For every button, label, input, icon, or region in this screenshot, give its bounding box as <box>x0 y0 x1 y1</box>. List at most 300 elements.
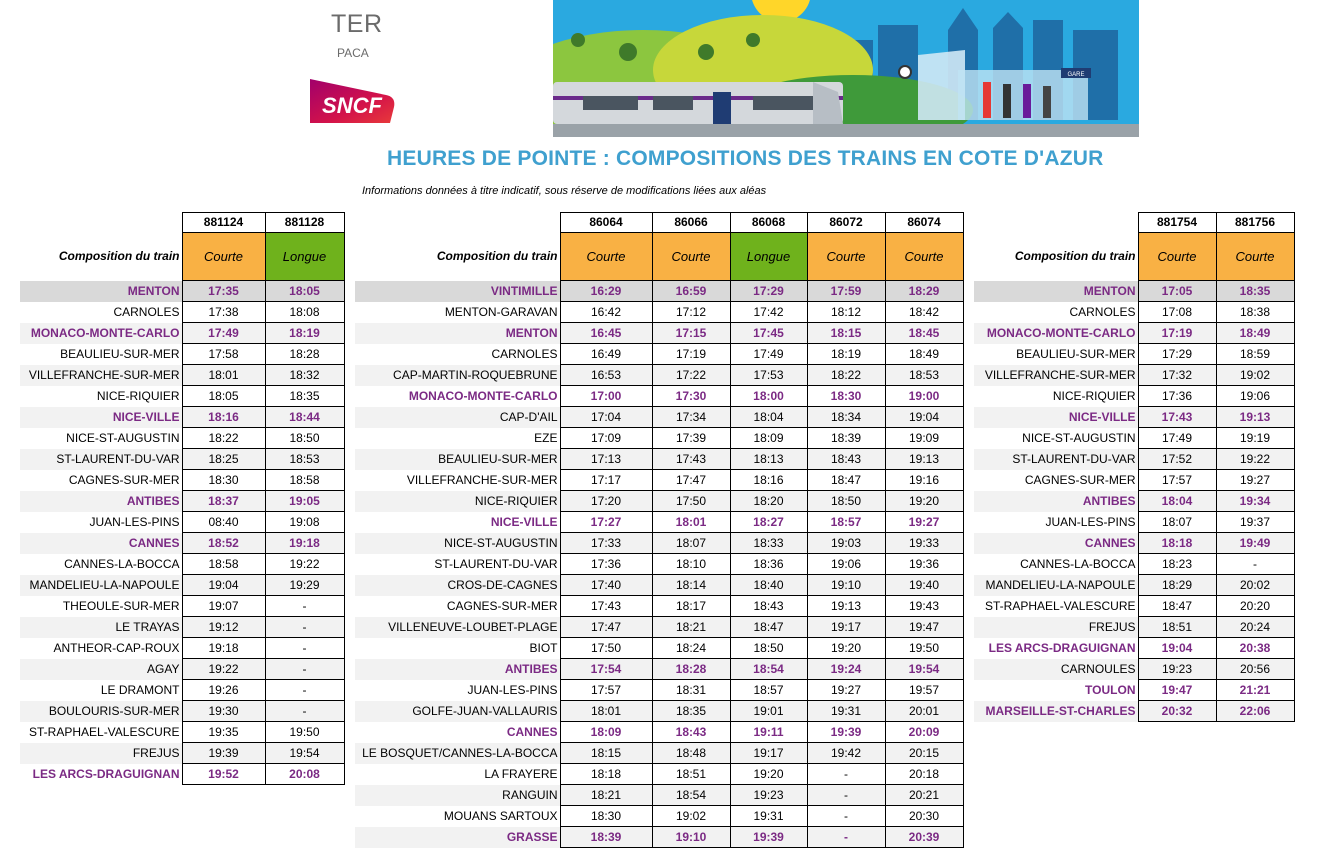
table-row <box>20 386 344 407</box>
table-row <box>974 323 1294 344</box>
departure-time: 18:53 <box>265 449 344 470</box>
departure-time: 17:13 <box>560 449 652 470</box>
departure-time: - <box>265 638 344 659</box>
station-name: BEAULIEU-SUR-MER <box>1016 346 1136 361</box>
departure-time: 17:35 <box>182 281 265 302</box>
table-row <box>20 764 344 785</box>
departure-time: 17:09 <box>560 428 652 449</box>
table-row <box>974 575 1294 596</box>
departure-time: 18:43 <box>807 449 885 470</box>
station-name: LE DRAMONT <box>100 682 180 697</box>
station-name: MENTON <box>355 323 560 344</box>
departure-time: 19:10 <box>652 827 730 848</box>
departure-time: 18:29 <box>885 281 963 302</box>
departure-time: 19:18 <box>265 533 344 554</box>
station-name: CANNES-LA-BOCCA <box>1020 556 1136 571</box>
departure-time: 19:05 <box>265 491 344 512</box>
departure-time: 18:22 <box>807 365 885 386</box>
departure-time: 18:05 <box>265 281 344 302</box>
departure-time: 17:47 <box>652 470 730 491</box>
departure-time: 17:29 <box>1138 344 1216 365</box>
departure-time: 19:04 <box>182 575 265 596</box>
departure-time: 20:02 <box>1216 575 1294 596</box>
composition-cell: Longue <box>265 233 344 281</box>
departure-time: 18:10 <box>652 554 730 575</box>
departure-time: 19:16 <box>885 470 963 491</box>
departure-time: 18:45 <box>885 323 963 344</box>
departure-time: 18:36 <box>730 554 807 575</box>
station-name: CARNOLES <box>113 304 180 319</box>
table-row <box>20 344 344 365</box>
table-row <box>20 407 344 428</box>
table-row <box>974 512 1294 533</box>
departure-time: 18:13 <box>730 449 807 470</box>
departure-time: 18:01 <box>560 701 652 722</box>
table-row <box>974 554 1294 575</box>
departure-time: 18:50 <box>807 491 885 512</box>
departure-time: 17:54 <box>560 659 652 680</box>
departure-time: 19:09 <box>885 428 963 449</box>
station-name: CARNOLES <box>1069 304 1136 319</box>
departure-time: 18:38 <box>1216 302 1294 323</box>
departure-time: 19:22 <box>182 659 265 680</box>
departure-time: 19:17 <box>730 743 807 764</box>
departure-time: - <box>265 617 344 638</box>
station-name: CARNOULES <box>974 659 1138 680</box>
departure-time: 19:47 <box>1138 680 1216 701</box>
station-name: NICE-VILLE <box>490 514 558 529</box>
departure-time: 18:50 <box>265 428 344 449</box>
table-row <box>355 407 963 428</box>
departure-time: 18:00 <box>730 386 807 407</box>
departure-time: 18:27 <box>730 512 807 533</box>
departure-time: 18:28 <box>652 659 730 680</box>
table-row <box>20 428 344 449</box>
svg-text:SNCF: SNCF <box>322 93 382 118</box>
departure-time: 17:47 <box>560 617 652 638</box>
departure-time: 18:18 <box>1138 533 1216 554</box>
departure-time: 18:28 <box>265 344 344 365</box>
departure-time: 19:02 <box>1216 365 1294 386</box>
table-row <box>20 533 344 554</box>
departure-time: 18:44 <box>265 407 344 428</box>
station-name: MOUANS SARTOUX <box>443 808 558 823</box>
departure-time: 17:53 <box>730 365 807 386</box>
station-name: MANDELIEU-LA-NAPOULE <box>974 575 1138 596</box>
station-name: TOULON <box>1085 682 1136 697</box>
table-row <box>20 512 344 533</box>
composition-cell: Courte <box>182 233 265 281</box>
departure-time: 17:36 <box>1138 386 1216 407</box>
station-name: NICE-RIQUIER <box>96 388 180 403</box>
departure-time: 19:19 <box>1216 428 1294 449</box>
composition-cell: Courte <box>807 233 885 281</box>
departure-time: 17:45 <box>730 323 807 344</box>
table-row <box>974 638 1294 659</box>
station-name: JUAN-LES-PINS <box>1045 514 1136 529</box>
station-name: MENTON <box>974 281 1138 302</box>
departure-time: 20:38 <box>1216 638 1294 659</box>
train-number: 86064 <box>560 213 652 233</box>
departure-time: 19:40 <box>885 575 963 596</box>
composition-cell: Courte <box>652 233 730 281</box>
departure-time: 19:30 <box>182 701 265 722</box>
corner-cell <box>20 213 182 233</box>
departure-time: 18:42 <box>885 302 963 323</box>
departure-time: 18:19 <box>265 323 344 344</box>
departure-time: 20:01 <box>885 701 963 722</box>
departure-time: 19:42 <box>807 743 885 764</box>
sncf-logo <box>308 77 398 130</box>
departure-time: 19:06 <box>1216 386 1294 407</box>
departure-time: 17:32 <box>1138 365 1216 386</box>
departure-time: 18:07 <box>1138 512 1216 533</box>
departure-time: 19:08 <box>265 512 344 533</box>
departure-time: 18:33 <box>730 533 807 554</box>
station-name: NICE-ST-AUGUSTIN <box>355 533 560 554</box>
table-row <box>355 680 963 701</box>
departure-time: 20:39 <box>885 827 963 848</box>
table-row <box>974 659 1294 680</box>
table-row <box>355 722 963 743</box>
station-name: ANTHEOR-CAP-ROUX <box>53 640 180 655</box>
table-row <box>20 365 344 386</box>
composition-label: Composition du train <box>436 249 558 263</box>
departure-time: 16:29 <box>560 281 652 302</box>
departure-time: 17:43 <box>560 596 652 617</box>
station-name: MENTON-GARAVAN <box>444 304 558 319</box>
departure-time: 18:58 <box>182 554 265 575</box>
departure-time: 17:36 <box>560 554 652 575</box>
departure-time: 19:22 <box>1216 449 1294 470</box>
table-row <box>974 407 1294 428</box>
table-row <box>355 806 963 827</box>
composition-row <box>974 233 1294 281</box>
departure-time: 18:47 <box>730 617 807 638</box>
table-row <box>974 302 1294 323</box>
departure-time: 19:20 <box>885 491 963 512</box>
station-name: CAP-MARTIN-ROQUEBRUNE <box>355 365 560 386</box>
departure-time: 18:49 <box>1216 323 1294 344</box>
departure-time: 18:09 <box>730 428 807 449</box>
station-name: JUAN-LES-PINS <box>467 682 558 697</box>
departure-time: 19:17 <box>807 617 885 638</box>
departure-time: 18:54 <box>730 659 807 680</box>
table-row <box>20 449 344 470</box>
departure-time: 20:21 <box>885 785 963 806</box>
departure-time: 17:40 <box>560 575 652 596</box>
svg-text:GARE: GARE <box>1067 72 1085 78</box>
table-row <box>355 701 963 722</box>
composition-cell: Courte <box>560 233 652 281</box>
table-row <box>355 449 963 470</box>
station-name: NICE-RIQUIER <box>1052 388 1136 403</box>
station-name: LES ARCS-DRAGUIGNAN <box>988 640 1136 655</box>
departure-time: 19:57 <box>885 680 963 701</box>
table-row <box>20 281 344 302</box>
departure-time: 16:53 <box>560 365 652 386</box>
departure-time: 18:01 <box>182 365 265 386</box>
departure-time: 20:09 <box>885 722 963 743</box>
table-row <box>355 617 963 638</box>
departure-time: 18:23 <box>1138 554 1216 575</box>
departure-time: 19:27 <box>807 680 885 701</box>
station-name: MANDELIEU-LA-NAPOULE <box>20 575 182 596</box>
table-row <box>355 533 963 554</box>
departure-time: 18:22 <box>182 428 265 449</box>
departure-time: 19:47 <box>885 617 963 638</box>
station-name: ST-LAURENT-DU-VAR <box>974 449 1138 470</box>
departure-time: 18:58 <box>265 470 344 491</box>
table-row <box>355 281 963 302</box>
composition-cell: Courte <box>1138 233 1216 281</box>
departure-time: 19:06 <box>807 554 885 575</box>
table-row <box>355 491 963 512</box>
ter-label: TER <box>331 10 383 38</box>
station-name: MONACO-MONTE-CARLO <box>408 388 558 403</box>
departure-time: 19:03 <box>807 533 885 554</box>
departure-time: 19:02 <box>652 806 730 827</box>
departure-time: 18:31 <box>652 680 730 701</box>
departure-time: 18:15 <box>807 323 885 344</box>
station-name: CAP-D'AIL <box>355 407 560 428</box>
station-name: MENTON <box>20 281 182 302</box>
station-name: LES ARCS-DRAGUIGNAN <box>32 766 180 781</box>
departure-time: 19:43 <box>885 596 963 617</box>
departure-time: 19:13 <box>807 596 885 617</box>
departure-time: 19:20 <box>807 638 885 659</box>
station-name: ST-LAURENT-DU-VAR <box>434 556 558 571</box>
departure-time: 19:13 <box>885 449 963 470</box>
departure-time: 17:08 <box>1138 302 1216 323</box>
departure-time: 18:16 <box>730 470 807 491</box>
station-name: NICE-ST-AUGUSTIN <box>66 430 180 445</box>
departure-time: 18:57 <box>730 680 807 701</box>
table-row <box>355 743 963 764</box>
departure-time: 17:33 <box>560 533 652 554</box>
departure-time: 18:51 <box>1138 617 1216 638</box>
table-row <box>20 554 344 575</box>
departure-time: 18:30 <box>560 806 652 827</box>
table-row <box>355 575 963 596</box>
departure-time: 19:23 <box>730 785 807 806</box>
table-row <box>20 617 344 638</box>
departure-time: 18:08 <box>265 302 344 323</box>
table-row <box>974 617 1294 638</box>
table-row <box>974 533 1294 554</box>
station-name: MONACO-MONTE-CARLO <box>974 323 1138 344</box>
station-name: VINTIMILLE <box>355 281 560 302</box>
departure-time: 18:57 <box>807 512 885 533</box>
table-row <box>20 722 344 743</box>
departure-time: 08:40 <box>182 512 265 533</box>
table-row <box>974 596 1294 617</box>
station-name: FREJUS <box>20 743 182 764</box>
departure-time: 19:33 <box>885 533 963 554</box>
table-row <box>355 785 963 806</box>
table-row <box>355 344 963 365</box>
corner-cell <box>974 213 1138 233</box>
station-name: VILLEFRANCHE-SUR-MER <box>974 365 1138 386</box>
train-number-row <box>355 213 963 233</box>
departure-time: 20:08 <box>265 764 344 785</box>
station-name: THEOULE-SUR-MER <box>62 598 180 613</box>
station-name: BIOT <box>529 640 558 655</box>
departure-time: 18:09 <box>560 722 652 743</box>
departure-time: 17:19 <box>652 344 730 365</box>
composition-label: Composition du train <box>58 249 180 263</box>
table-row <box>355 596 963 617</box>
departure-time: 17:22 <box>652 365 730 386</box>
composition-cell: Longue <box>730 233 807 281</box>
table-row <box>355 386 963 407</box>
departure-time: 18:48 <box>652 743 730 764</box>
departure-time: 19:50 <box>885 638 963 659</box>
table-row <box>974 680 1294 701</box>
departure-time: 18:16 <box>182 407 265 428</box>
timetable-1 <box>20 212 345 785</box>
table-row <box>20 680 344 701</box>
departure-time: 18:30 <box>807 386 885 407</box>
departure-time: 17:57 <box>1138 470 1216 491</box>
departure-time: 18:47 <box>1138 596 1216 617</box>
departure-time: - <box>265 680 344 701</box>
departure-time: 18:15 <box>560 743 652 764</box>
departure-time: 16:42 <box>560 302 652 323</box>
departure-time: 19:31 <box>730 806 807 827</box>
station-name: NICE-RIQUIER <box>355 491 560 512</box>
station-name: ANTIBES <box>974 491 1138 512</box>
table-row <box>974 365 1294 386</box>
departure-time: 17:00 <box>560 386 652 407</box>
departure-time: 17:52 <box>1138 449 1216 470</box>
station-name: ST-RAPHAEL-VALESCURE <box>29 724 180 739</box>
departure-time: 18:35 <box>265 386 344 407</box>
departure-time: 18:29 <box>1138 575 1216 596</box>
station-name: LE TRAYAS <box>20 617 182 638</box>
departure-time: 17:04 <box>560 407 652 428</box>
departure-time: 18:24 <box>652 638 730 659</box>
departure-time: 19:34 <box>1216 491 1294 512</box>
departure-time: 19:00 <box>885 386 963 407</box>
timetable-3 <box>974 212 1295 722</box>
departure-time: 18:32 <box>265 365 344 386</box>
table-row <box>355 428 963 449</box>
station-name: EZE <box>534 430 558 445</box>
departure-time: 17:17 <box>560 470 652 491</box>
table-row <box>974 470 1294 491</box>
departure-time: 18:54 <box>652 785 730 806</box>
departure-time: 17:49 <box>1138 428 1216 449</box>
station-name: VILLENEUVE-LOUBET-PLAGE <box>355 617 560 638</box>
departure-time: 19:04 <box>885 407 963 428</box>
station-name: CANNES <box>20 533 182 554</box>
departure-time: - <box>807 785 885 806</box>
station-name: RANGUIN <box>355 785 560 806</box>
departure-time: 19:27 <box>1216 470 1294 491</box>
station-name: AGAY <box>20 659 182 680</box>
departure-time: 18:49 <box>885 344 963 365</box>
departure-time: 20:18 <box>885 764 963 785</box>
departure-time: 17:29 <box>730 281 807 302</box>
table-row <box>355 638 963 659</box>
departure-time: 19:54 <box>885 659 963 680</box>
departure-time: 18:19 <box>807 344 885 365</box>
departure-time: 18:25 <box>182 449 265 470</box>
composition-row <box>355 233 963 281</box>
departure-time: 16:49 <box>560 344 652 365</box>
departure-time: 16:45 <box>560 323 652 344</box>
departure-time: 19:04 <box>1138 638 1216 659</box>
departure-time: 19:24 <box>807 659 885 680</box>
departure-time: 18:12 <box>807 302 885 323</box>
departure-time: 18:21 <box>652 617 730 638</box>
table-row <box>355 365 963 386</box>
station-name: MARSEILLE-ST-CHARLES <box>974 701 1138 722</box>
departure-time: 17:30 <box>652 386 730 407</box>
departure-time: 16:59 <box>652 281 730 302</box>
composition-cell: Courte <box>885 233 963 281</box>
departure-time: 18:39 <box>807 428 885 449</box>
departure-time: 18:51 <box>652 764 730 785</box>
train-number: 86068 <box>730 213 807 233</box>
train-number: 86074 <box>885 213 963 233</box>
departure-time: 17:50 <box>652 491 730 512</box>
departure-time: 18:05 <box>182 386 265 407</box>
departure-time: 19:31 <box>807 701 885 722</box>
departure-time: 18:14 <box>652 575 730 596</box>
departure-time: 18:37 <box>182 491 265 512</box>
station-name: FREJUS <box>974 617 1138 638</box>
departure-time: 17:12 <box>652 302 730 323</box>
departure-time: 17:59 <box>807 281 885 302</box>
departure-time: 19:39 <box>730 827 807 848</box>
table-row <box>20 323 344 344</box>
station-name: CANNES-LA-BOCCA <box>64 556 180 571</box>
station-name: GOLFE-JUAN-VALLAURIS <box>355 701 560 722</box>
departure-time: 19:11 <box>730 722 807 743</box>
station-name: JUAN-LES-PINS <box>89 514 180 529</box>
departure-time: 17:19 <box>1138 323 1216 344</box>
departure-time: 18:50 <box>730 638 807 659</box>
departure-time: - <box>265 701 344 722</box>
departure-time: 18:43 <box>652 722 730 743</box>
departure-time: 20:30 <box>885 806 963 827</box>
departure-time: 19:01 <box>730 701 807 722</box>
departure-time: 19:23 <box>1138 659 1216 680</box>
departure-time: 19:20 <box>730 764 807 785</box>
table-row <box>974 281 1294 302</box>
departure-time: 17:43 <box>652 449 730 470</box>
station-name: CANNES <box>506 724 558 739</box>
station-name: LA FRAYERE <box>484 766 558 781</box>
timetable-2 <box>355 212 964 848</box>
departure-time: 17:15 <box>652 323 730 344</box>
departure-time: - <box>265 659 344 680</box>
departure-time: 18:35 <box>1216 281 1294 302</box>
departure-time: 20:24 <box>1216 617 1294 638</box>
departure-time: 17:49 <box>730 344 807 365</box>
page-title: HEURES DE POINTE : COMPOSITIONS DES TRAINS EN COTE D'AZUR <box>387 147 1104 170</box>
table-row <box>974 491 1294 512</box>
departure-time: 19:22 <box>265 554 344 575</box>
departure-time: 20:56 <box>1216 659 1294 680</box>
station-name: ANTIBES <box>20 491 182 512</box>
departure-time: 17:20 <box>560 491 652 512</box>
departure-time: 18:30 <box>182 470 265 491</box>
station-name: NICE-VILLE <box>974 407 1138 428</box>
departure-time: 17:34 <box>652 407 730 428</box>
